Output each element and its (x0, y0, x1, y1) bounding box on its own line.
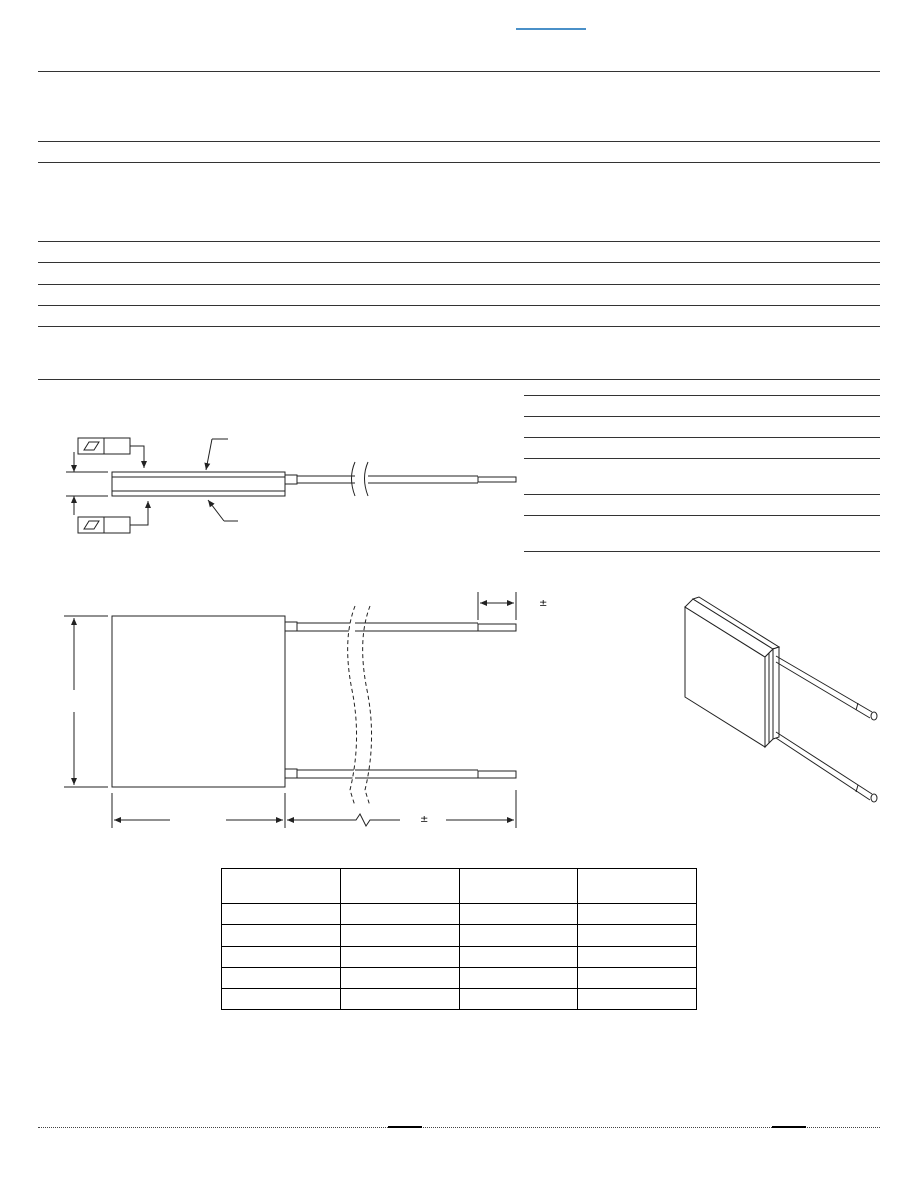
footer-rule (38, 1127, 880, 1128)
table-row (222, 925, 697, 946)
footer-marker (388, 1126, 422, 1128)
table-header-row (222, 869, 697, 904)
header-cell (340, 869, 459, 904)
table-row (222, 988, 697, 1009)
header-cell (459, 869, 578, 904)
isometric-view (685, 597, 877, 802)
flatness-symbol-icon (78, 438, 144, 468)
side-view (66, 452, 516, 515)
lead-length-tolerance: ± (420, 814, 429, 825)
header-cell (578, 869, 697, 904)
flatness-symbol-icon (78, 501, 148, 533)
header-cell (222, 869, 341, 904)
table-row (222, 946, 697, 967)
specifications-table (221, 868, 697, 1010)
table-row (222, 967, 697, 988)
top-view (64, 592, 516, 828)
lead-tip-tolerance: ± (539, 598, 548, 609)
table-row (222, 904, 697, 925)
footer-marker (772, 1126, 806, 1128)
